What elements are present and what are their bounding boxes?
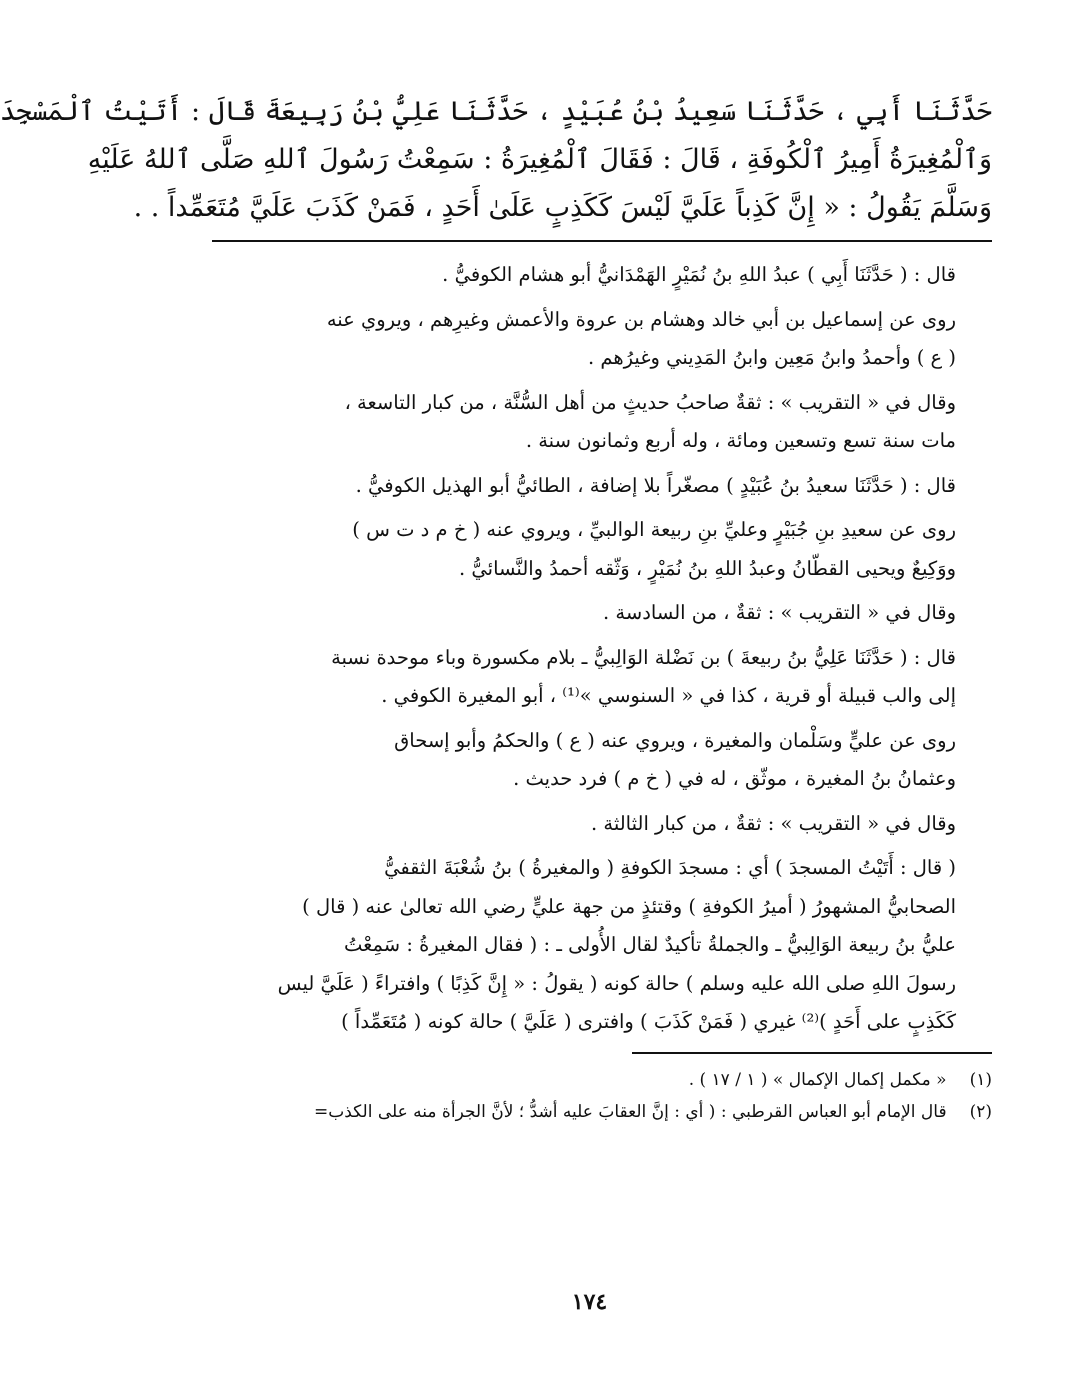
commentary-paragraph [212,384,992,461]
commentary-paragraph [212,594,992,633]
commentary-line: وقال في « التقريب » : ثقةٌ صاحبُ حديثٍ من أهل السُّنَّة ، من كبار التاسعة ، [344,390,956,414]
commentary-line: روى عن إسماعيل بن أبي خالد وهشام بن عروة والأعمش وغيرِهم ، ويروي عنه [326,307,956,331]
footnote-divider [632,1052,992,1054]
commentary-line: روى عن سعيدِ بنِ جُبَيْرٍ وعليِّ بنِ ربيعة الوالبيِّ ، ويروي عنه ( خ م د ت س ) [352,518,956,541]
commentary-line: مات سنة تسع وتسعين ومائة ، وله أربع وثمانون سنة . [525,429,956,452]
commentary-paragraph [212,722,992,799]
commentary-line: قال : ( حَدَّثَنَا سعيدُ بنُ عُبَيْدٍ ) مصغّراً بلا إضافة ، الطائيُّ أبو الهذيل الكوفيُّ . [355,473,956,497]
page-body [0,88,992,1128]
section-divider [212,240,992,242]
commentary-paragraph [212,511,992,588]
commentary-line: ( ع ) وأحمدُ وابنُ مَعِين وابنُ المَدِيني وغيرُهم . [588,346,956,369]
commentary-paragraph [212,256,992,295]
footnotes [212,1064,992,1128]
footnote-number: (٢) [969,1101,992,1122]
commentary-line: ووَكِيعٌ ويحيى القطّانُ وعبدُ اللهِ بنُ نُمَيْرٍ ، وَثّقه أحمدُ والنَّسائيُّ . [459,556,956,580]
footnote [212,1096,992,1128]
commentary-line: إلى والب قبيلة أو قرية ، كذا في « السنوسي »⁽¹⁾ ، أبو المغيرة الكوفي . [381,684,956,707]
footnote [212,1064,992,1096]
commentary-paragraph [212,849,992,1042]
hadith-text [0,88,992,232]
footnote-text: « مكمل إكمال الإكمال » ( ١ / ١٧ ) . [688,1069,947,1090]
commentary-line: وقال في « التقريب » : ثقةٌ ، من السادسة . [603,601,956,624]
commentary-line: روى عن عليٍّ وسَلْمان والمغيرة ، ويروي عنه ( ع ) والحكمُ وأبو إسحاق [394,728,956,752]
hadith-line: حَدَّثَنَا أَبِي ، حَدَّثَنَا سَعِيدُ بْنُ عُبَيْدٍ ، حَدَّثَنَا عَلِيُّ بْنُ رَبِيعَةَ قَالَ : أَتَيْتُ ٱلْمَسْجِدَ [0,96,992,127]
commentary [212,256,992,1042]
commentary-line: وقال في « التقريب » : ثقةٌ ، من كبار الثالثة . [591,811,956,835]
commentary-line: وعثمانُ بنُ المغيرة ، موثّق ، له في ( خ م ) فرد حديث . [513,767,956,790]
commentary-line: قال : ( حَدَّثَنَا أَبِي ) عبدُ اللهِ بنُ نُمَيْرٍ الهَمْدَانيُّ أبو هشام الكوفيُّ . [442,263,956,286]
page-number: ١٧٤ [571,1289,608,1315]
commentary-paragraph [212,639,992,716]
commentary-paragraph [212,467,992,506]
commentary-paragraph [212,805,992,844]
commentary-line: قال : ( حَدَّثَنَا عَلِيُّ بنُ ربيعةَ ) بن نَضْلة الوَالِبيُّ ـ بلام مكسورة وباء موحدة نسبة [331,645,956,669]
commentary-paragraph [212,301,992,378]
hadith-line: وَسَلَّمَ يَقُولُ : « إِنَّ كَذِباً عَلَيَّ لَيْسَ كَكَذِبٍ عَلَىٰ أَحَدٍ ، فَمَنْ كَذَبَ عَلَيَّ مُتَعَمِّداً . . [133,192,992,223]
commentary-line: كَكَذِبٍ على أَحَدٍ )⁽²⁾ غيري ( فَمَنْ كَذَبَ ) وافترى ( عَلَيَّ ) حالة كونه ( مُتَعَمِّداً ) [341,1010,956,1033]
commentary-line: عليُّ بنُ ربيعة الوَالِبيُّ ـ والجملةُ تأكيدٌ لقال الأُولى ـ : ( فقال المغيرةُ : سَمِعْتُ [343,933,956,956]
commentary-line: الصحابيُّ المشهورُ ( أميرُ الكوفةِ ) وقتئذٍ من جهة عليٍّ رضي الله تعالىٰ عنه ( قال ) [302,894,956,918]
hadith-line: وَٱلْمُغِيرَةُ أَمِيرُ ٱلْكُوفَةِ ، قَالَ : فَقَالَ ٱلْمُغِيرَةُ : سَمِعْتُ رَسُولَ ٱللهِ صَلَّى ٱللهُ عَلَيْهِ [87,144,992,175]
footnote-number: (١) [969,1069,992,1090]
commentary-line: ( قال : أَتَيْتُ المسجدَ ) أي : مسجدَ الكوفةِ ( والمغيرةُ ) بنُ شُعْبَةَ الثقفيُّ [384,856,956,879]
footnote-text: قال الإمام أبو العباس القرطبي : ( أي : إنَّ العقابَ عليه أشدُّ ؛ لأنَّ الجرأة منه على الكذب= [313,1101,947,1122]
commentary-line: رسولَ اللهِ صلى الله عليه وسلم ) حالة كونه ( يقولُ : « إِنَّ كَذِبًا ) وافتراءً ( عَلَيَّ ليس [277,971,956,995]
